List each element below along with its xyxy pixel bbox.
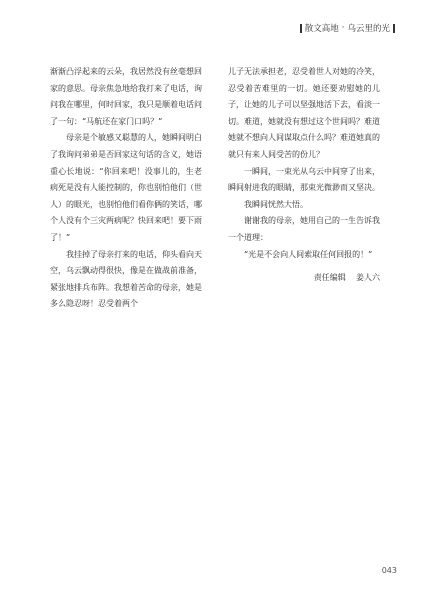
paragraph: 谢谢我的母亲，她用自己的一生告诉我一个道理： — [228, 216, 380, 242]
right-column — [228, 64, 380, 313]
editor-label: 责任编辑 — [313, 273, 346, 283]
paragraph: 渐渐凸浮起来的云朵，我居然没有丝毫想回家的意思。母亲焦急地给我打来了电话，询问我在哪里，何时回家，我只是顺着电话问了一句：“马航还在家门口吗？” — [50, 67, 202, 126]
paragraph: 儿子无法承担老，忍受着世人对她的冷笑，忍受着苦难里的一切。她还要劝慰她的儿子，让她的儿子可以坚强地活下去，看淡一切。难道，她就没有想过这个世间吗？难道她就不想向人间谋取点什么吗？难道她真的就只有来人间受苦的份儿？ — [228, 67, 380, 159]
paragraph: 我挂掉了母亲打来的电话，仰头看向天空，乌云飘动得很快，像是在做战前准备，紧张地排兵布阵。我想着苦命的母亲，她是多么隐忍呀！忍受着两个 — [50, 249, 202, 309]
paragraph: 我瞬间恍然大悟。 — [244, 199, 308, 209]
page-number: 043 — [381, 566, 397, 575]
article-body — [50, 64, 380, 313]
header-title: 乌云里的光 — [347, 24, 390, 34]
paragraph: “光是不会向人间索取任何回报的！” — [244, 249, 373, 259]
paragraph: 母亲是个敏感又聪慧的人，她瞬间明白了我询问弟弟是否回家这句话的含义，她语重心长地说：“你回来吧！没事儿的，生老病死是没有人能控制的，你也别怕他们（世人）的眼光，也别怕他们看你俩的笑话，哪个人没有个三灾两病呢？快回来吧！要下雨了！” — [50, 133, 202, 242]
editor-name: 姜人六 — [356, 273, 380, 283]
paragraph: 一瞬间，一束光从乌云中间穿了出来，瞬间射进我的眼睛，那束光微渺而又坚决。 — [228, 166, 380, 193]
left-column — [50, 64, 202, 313]
header-bar-left — [300, 24, 302, 33]
header-section: 散文高地 — [304, 24, 339, 34]
header-separator: · — [341, 23, 345, 33]
header-bar-right — [393, 24, 395, 33]
running-header — [300, 22, 395, 34]
editor-credit — [228, 270, 380, 287]
